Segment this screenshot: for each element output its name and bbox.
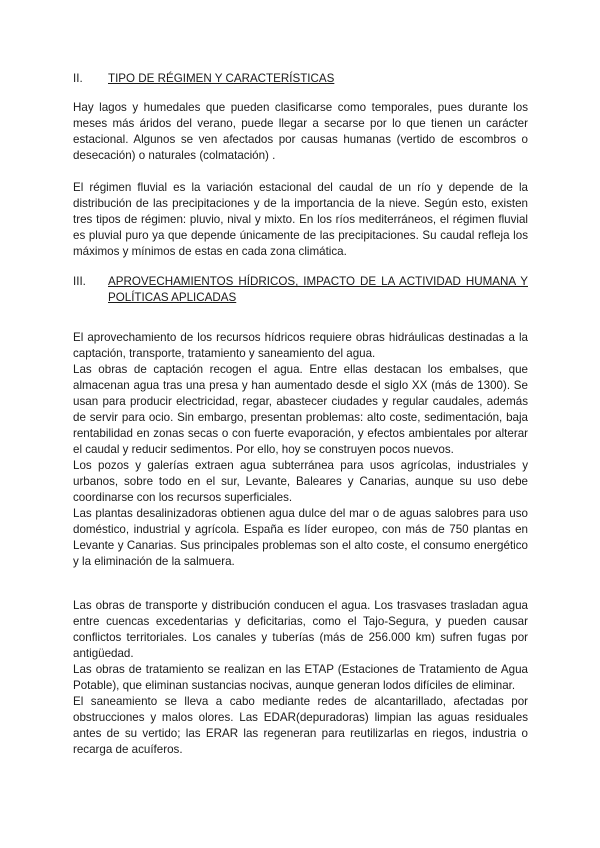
section-2-number: II. [73, 72, 83, 85]
paragraph: El aprovechamiento de los recursos hídricos requiere obras hidráulicas destinadas a la captación, transporte, tratamiento y saneamiento del agua. [73, 331, 528, 360]
section-2-heading [73, 71, 528, 87]
section-3-heading [73, 274, 528, 306]
paragraph: El saneamiento se lleva a cabo mediante redes de alcantarillado, afectadas por obstrucciones y malos olores. Las EDAR(depuradoras) limpian las aguas residuales antes de su vertido; las ERAR las regeneran para reutilizarlas en riegos, industria o recarga de acuíferos. [73, 695, 528, 756]
paragraph: Hay lagos y humedales que pueden clasificarse como temporales, pues durante los meses más áridos del verano, puede llegar a secarse por lo que tienen un carácter estacional. Algunos se ven afectados por causas humanas (vertido de escombros o desecación) o naturales (colmatación) . [73, 101, 528, 162]
section-3-title: APROVECHAMIENTOS HÍDRICOS, IMPACTO DE LA ACTIVIDAD HUMANA Y POLÍTICAS APLICADAS [108, 275, 528, 304]
section-3-body-b [73, 598, 528, 758]
section-3-body-a [73, 330, 528, 570]
paragraph: Las plantas desalinizadoras obtienen agua dulce del mar o de aguas salobres para uso doméstico, industrial y agrícola. España es líder europeo, con más de 750 plantas en Levante y Canarias. Sus principales problemas son el alto coste, el consumo energético y la eliminación de la salmuera. [73, 507, 528, 568]
paragraph: Los pozos y galerías extraen agua subterránea para usos agrícolas, industriales y urbanos, sobre todo en el sur, Levante, Baleares y Canarias, aunque su uso debe coordinarse con los recursos superficiales. [73, 459, 528, 504]
paragraph: Las obras de tratamiento se realizan en las ETAP (Estaciones de Tratamiento de Agua Potable), que eliminan sustancias nocivas, aunque generan lodos difíciles de eliminar. [73, 663, 528, 692]
paragraph: Las obras de captación recogen el agua. Entre ellas destacan los embalses, que almacenan agua tras una presa y han aumentado desde el siglo XX (más de 1300). Se usan para producir electricidad, regar, abastecer ciudades y regular caudales, además de servir para ocio. Sin embargo, presentan problemas: alto coste, sedimentación, baja rentabilidad en zonas secas o con fuerte evaporación, y efectos ambientales por alterar el caudal y reducir sedimentos. Por ello, hoy se construyen pocos nuevos. [73, 363, 528, 456]
section-2-title: TIPO DE RÉGIMEN Y CARACTERÍSTICAS [108, 72, 335, 85]
section-3-number: III. [73, 275, 86, 288]
paragraph: El régimen fluvial es la variación estacional del caudal de un río y depende de la distribución de las precipitaciones y de la importancia de la nieve. Según esto, existen tres tipos de régimen: pluvio, nival y mixto. En los ríos mediterráneos, el régimen fluvial es pluvial puro ya que depende únicamente de las precipitaciones. Su caudal refleja los máximos y mínimos de estas en cada zona climática. [73, 181, 528, 258]
paragraph: Las obras de transporte y distribución conducen el agua. Los trasvases trasladan agua entre cuencas excedentarias y deficitarias, como el Tajo-Segura, y pueden causar conflictos territoriales. Los canales y tuberías (más de 256.000 km) sufren fugas por antigüedad. [73, 599, 528, 660]
section-2-paragraph-1 [73, 100, 528, 164]
section-2-paragraph-2 [73, 180, 528, 260]
